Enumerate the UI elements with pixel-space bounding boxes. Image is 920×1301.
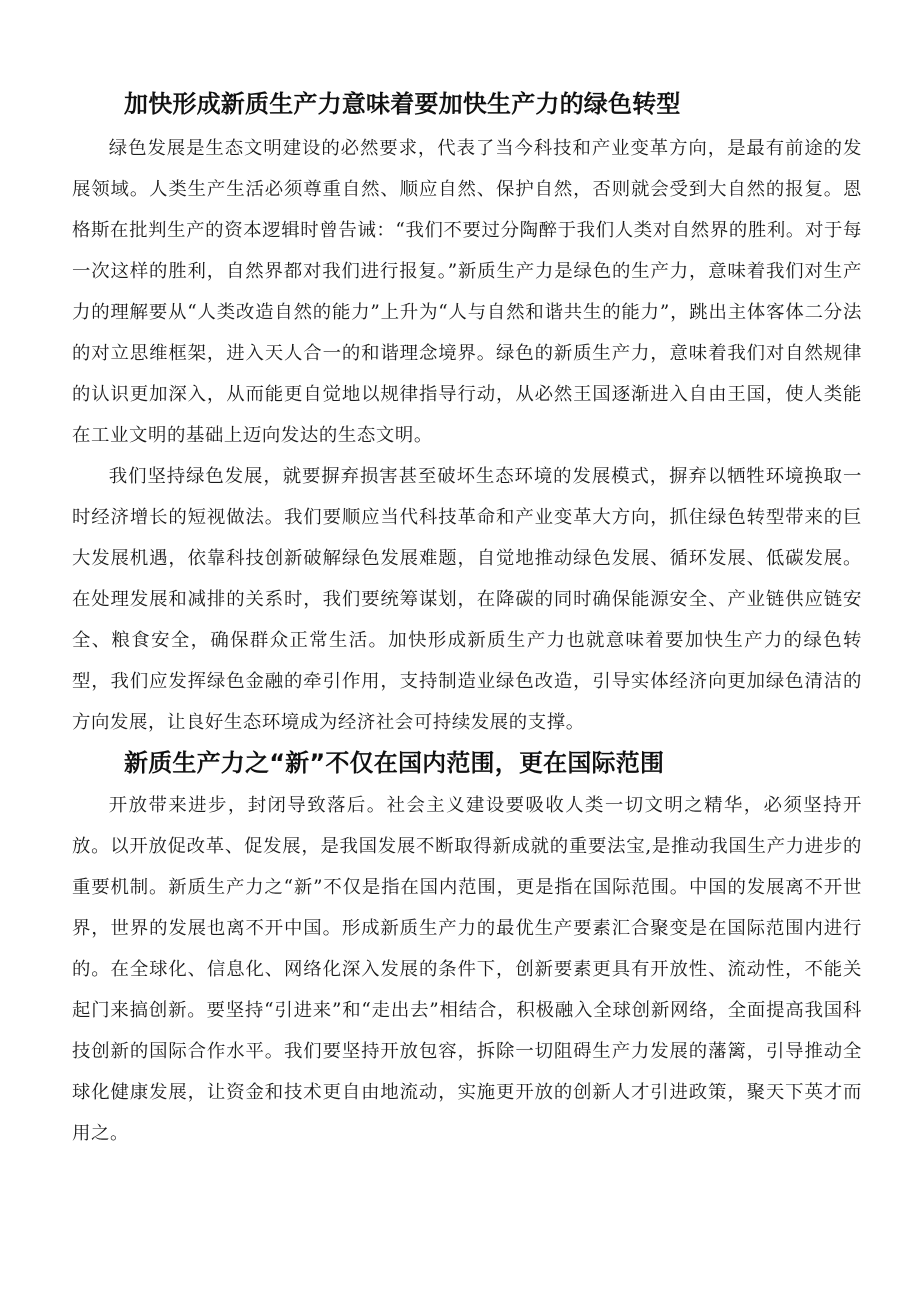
paragraph: 开放带来进步，封闭导致落后。社会主义建设要吸收人类一切文明之精华，必须坚持开放。以开放促改革、促发展，是我国发展不断取得新成就的重要法宝,是推动我国生产力进步的重要机制。新质生产力之“新”不仅是指在国内范围，更是指在国际范围。中国的发展离不开世界，世界的发展也离不开中国。形成新质生产力的最优生产要素汇合聚变是在国际范围内进行的。在全球化、信息化、网络化深入发展的条件下，创新要素更具有开放性、流动性，不能关起门来搞创新。要坚持“引进来”和“走出去”相结合，积极融入全球创新网络，全面提高我国科技创新的国际合作水平。我们要坚持开放包容，拆除一切阻碍生产力发展的藩篱，引导推动全球化健康发展，让资金和技术更自由地流动，实施更开放的创新人才引进政策，聚天下英才而用之。 xyxy=(72,795,862,1144)
paragraph: 绿色发展是生态文明建设的必然要求，代表了当今科技和产业变革方向，是最有前途的发展领域。人类生产生活必须尊重自然、顺应自然、保护自然，否则就会受到大自然的报复。恩格斯在批判生产的资本逻辑时曾告诫：“我们不要过分陶醉于我们人类对自然界的胜利。对于每一次这样的胜利，自然界都对我们进行报复。”新质生产力是绿色的生产力，意味着我们对生产力的理解要从“人类改造自然的能力”上升为“人与自然和谐共生的能力”，跳出主体客体二分法的对立思维框架，进入天人合一的和谐理念境界。绿色的新质生产力，意味着我们对自然规律的认识更加深入，从而能更自觉地以规律指导行动，从必然王国逐渐进入自由王国，使人类能在工业文明的基础上迈向发达的生态文明。 xyxy=(72,138,862,446)
section-heading-green-transformation: 加快形成新质生产力意味着要加快生产力的绿色转型 xyxy=(124,90,681,118)
section-heading-international-scope: 新质生产力之“新”不仅在国内范围，更在国际范围 xyxy=(124,749,665,777)
document-page xyxy=(72,86,862,1154)
paragraph: 我们坚持绿色发展，就要摒弃损害甚至破坏生态环境的发展模式，摒弃以牺牲环境换取一时经济增长的短视做法。我们要顺应当代科技革命和产业变革大方向，抓住绿色转型带来的巨大发展机遇，依靠科技创新破解绿色发展难题，自觉地推动绿色发展、循环发展、低碳发展。在处理发展和减排的关系时，我们要统筹谋划，在降碳的同时确保能源安全、产业链供应链安全、粮食安全，确保群众正常生活。加快形成新质生产力也就意味着要加快生产力的绿色转型，我们应发挥绿色金融的牵引作用，支持制造业绿色改造，引导实体经济向更加绿色清洁的方向发展，让良好生态环境成为经济社会可持续发展的支撑。 xyxy=(72,466,862,733)
